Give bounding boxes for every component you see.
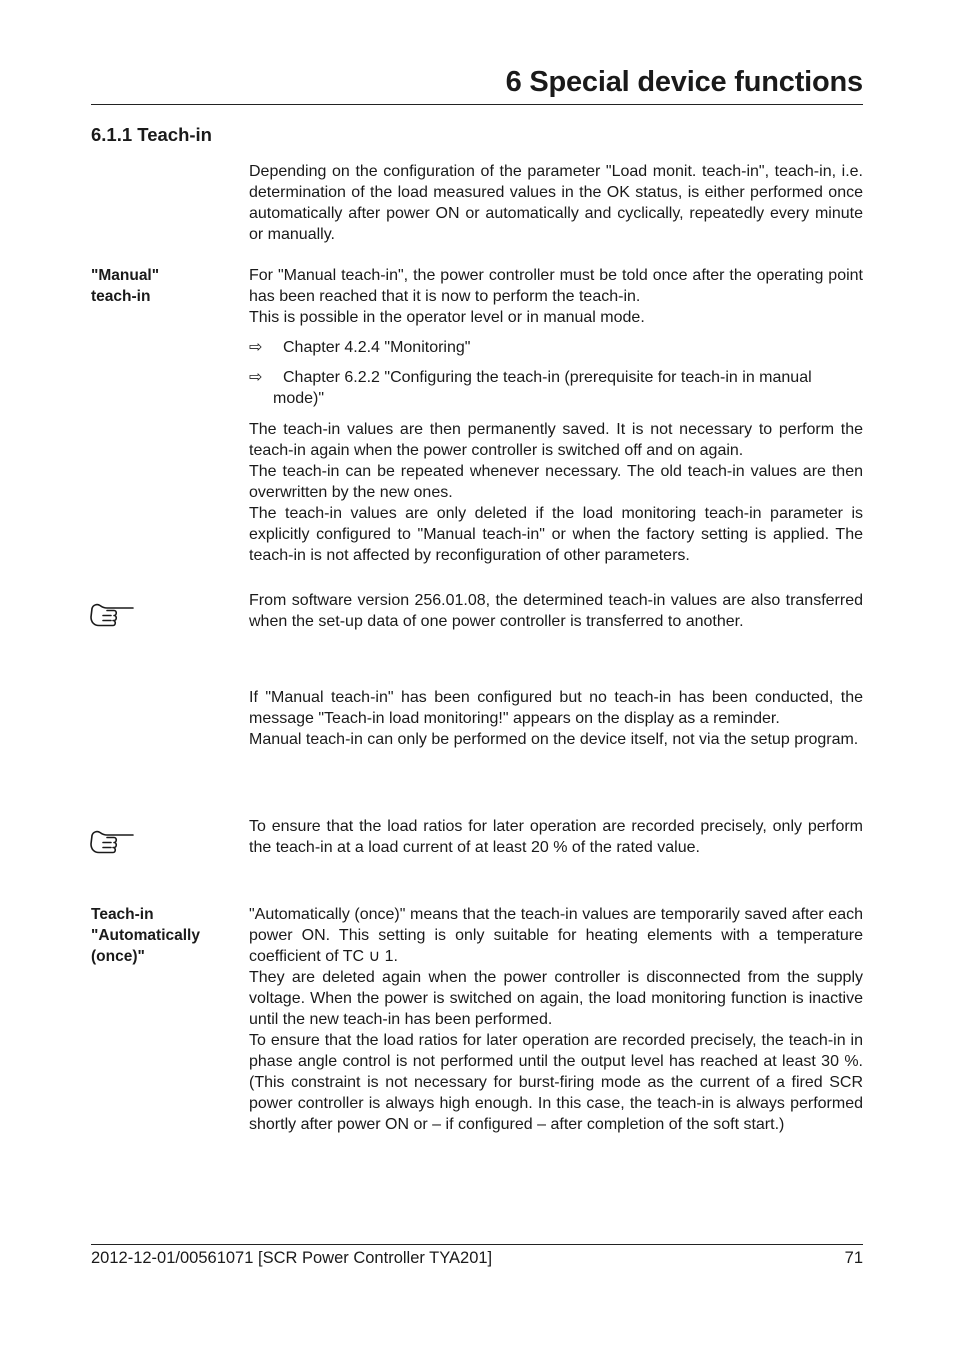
auto-p2-text: They are deleted again when the power controller is disconnected from the supply voltage. When the power is switched on again, the load monitoring function is inactive until the new teach-in has been performed. [249,969,863,1028]
manual-p3-text: If "Manual teach-in" has been configured but no teach-in has been conducted, the message "Teach-in load monitoring!" appears on the display as a reminder. [249,689,863,727]
xref-monitoring-link[interactable] [249,337,863,358]
section-title: 6.1.1 Teach-in [91,124,212,145]
manual-paragraph-2 [249,419,863,566]
pointing-hand-icon [89,827,135,857]
manual-paragraph-3 [249,687,863,750]
auto-p3-text: To ensure that the load ratios for later operation are recorded precisely, the teach-in in phase angle control is not performed until the output level has reached at least 30 %. (This constraint is not necessary for burst-firing mode as the current of a fired SCR power controller is always high enough. In this case, the teach-in is always performed shortly after power ON or – if configured – after completion of the soft start.) [249,1032,863,1133]
manual-label-line1: "Manual" [91,267,160,284]
manual-label-line2: teach-in [91,288,151,305]
manual-p2c-text: The teach-in values are only deleted if the load monitoring teach-in parameter is explicitly configured to "Manual teach-in" or when the factory setting is applied. The teach-in is not affected by reconfiguration of other parameters. [249,505,863,564]
arrow-right-icon: ⇨ [249,339,263,356]
auto-label-line1: Teach-in [91,906,154,923]
manual-p2-text: The teach-in values are then permanently saved. It is not necessary to perform the teach-in again when the power controller is switched off and on again. [249,421,863,459]
footer-doc-info: 2012-12-01/00561071 [SCR Power Controller TYA201] [91,1249,493,1267]
manual-p3b-text: Manual teach-in can only be performed on the device itself, not via the setup program. [249,731,859,748]
note-software-version: From software version 256.01.08, the determined teach-in values are also transferred when the set-up data of one power controller is transferred to another. [249,592,863,630]
xref-configuring-text: Chapter 6.2.2 "Configuring the teach-in (prerequisite for teach-in in manual mode)" [273,369,812,407]
pointing-hand-icon [89,600,135,630]
manual-p1b-text: This is possible in the operator level or in manual mode. [249,309,645,326]
manual-p2b-text: The teach-in can be repeated whenever necessary. The old teach-in values are then overwritten by the new ones. [249,463,863,501]
auto-label-line3: (once)" [91,948,145,965]
auto-label-line2: "Automatically [91,927,200,944]
manual-p1-text: For "Manual teach-in", the power controller must be told once after the operating point has been reached that it is now to perform the teach-in. [249,267,863,305]
manual-teach-in-label [91,265,159,307]
manual-paragraph-1 [249,265,863,328]
xref-configuring-link[interactable] [249,367,863,409]
intro-paragraph: Depending on the configuration of the parameter "Load monit. teach-in", teach-in, i.e. determination of the load measured values in the OK status, is either performed once automatically after power ON or automatically and cyclically, repeatedly every minute or manually. [249,163,863,243]
auto-p1-text: "Automatically (once)" means that the teach-in values are temporarily saved after each power ON. This setting is only suitable for heating elements with a temperature coefficient of TC ∪ 1. [249,906,863,965]
chapter-title: 6 Special device functions [505,66,863,98]
auto-once-label [91,904,200,967]
arrow-right-icon: ⇨ [249,369,263,386]
note-load-ratio: To ensure that the load ratios for later operation are recorded precisely, only perform the teach-in at a load current of at least 20 % of the rated value. [249,818,863,856]
header-rule [91,104,863,105]
xref-monitoring-text: Chapter 4.2.4 "Monitoring" [283,339,471,356]
page-number: 71 [844,1249,863,1267]
footer-rule [91,1244,863,1245]
auto-paragraph [249,904,863,1135]
